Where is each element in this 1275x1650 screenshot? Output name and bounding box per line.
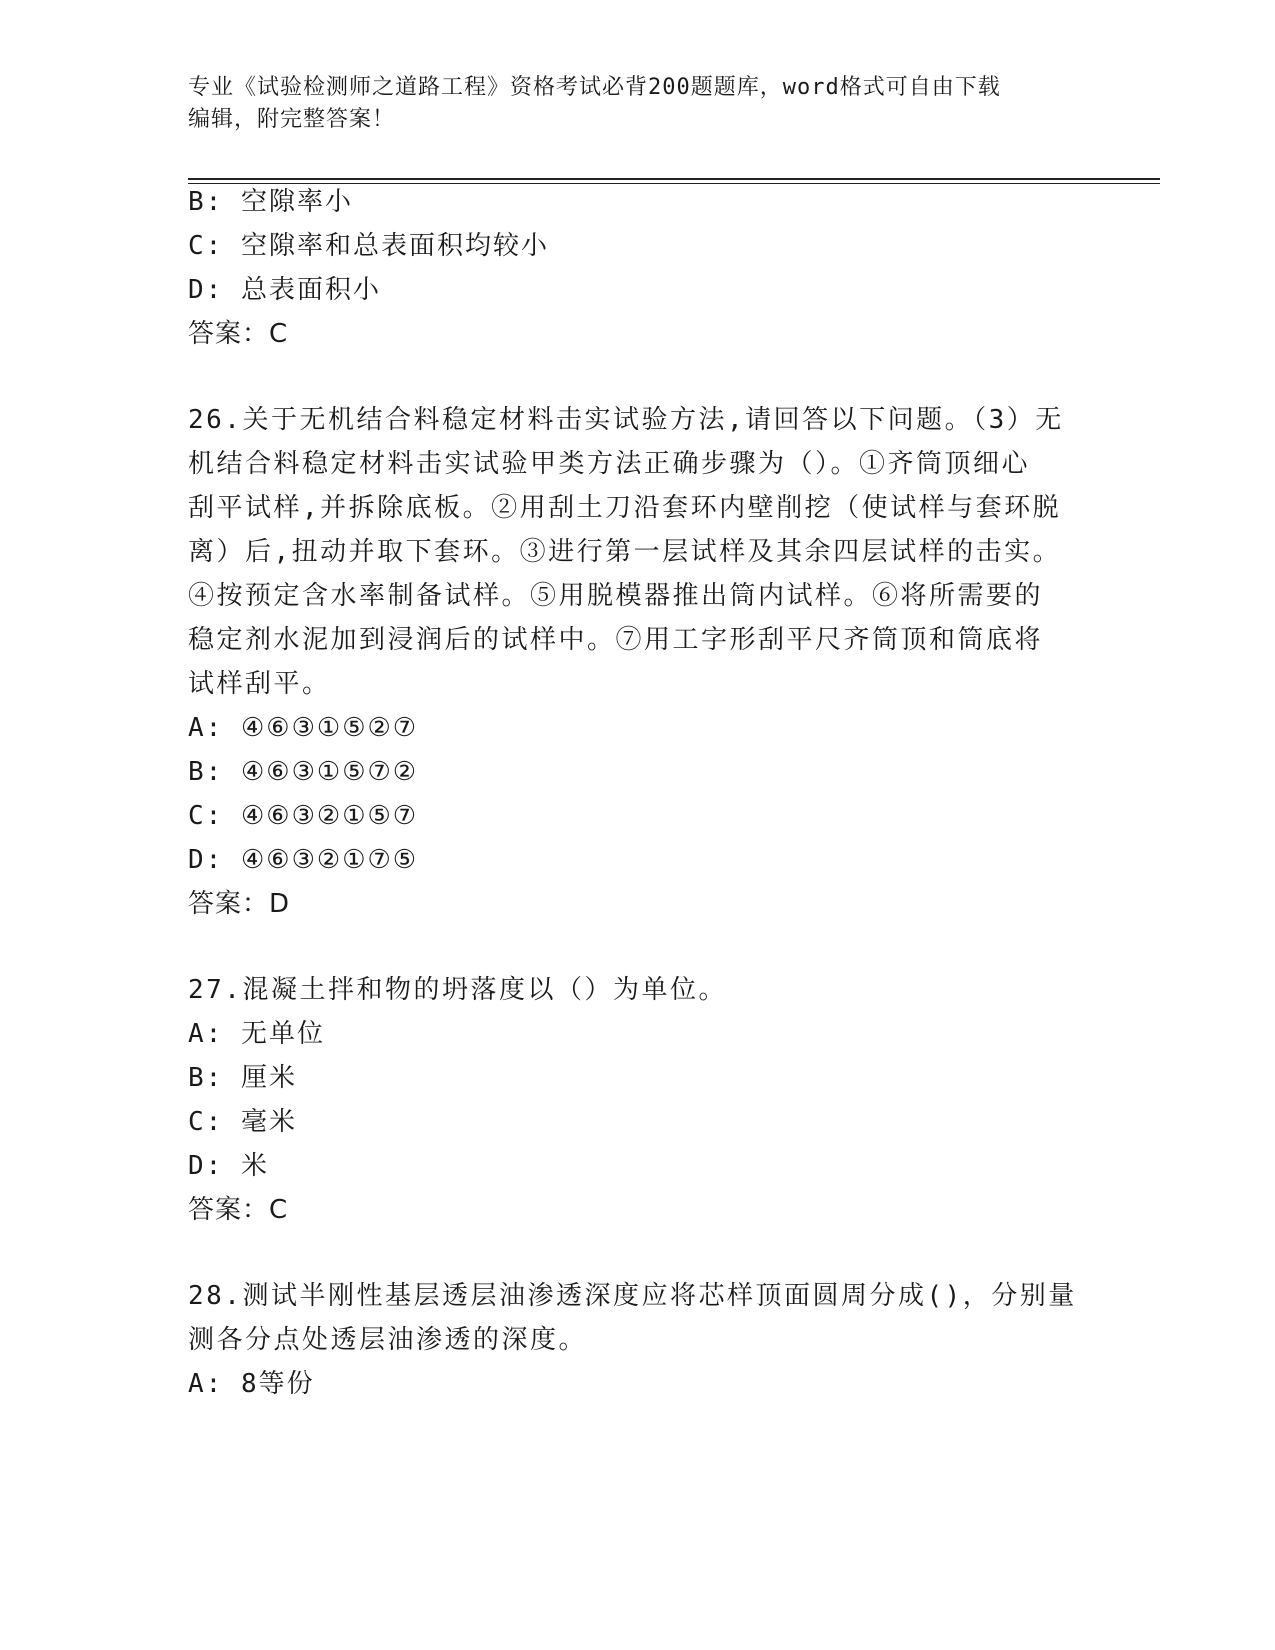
q26-text-line: ④按预定含水率制备试样。⑤用脱模器推出筒内试样。⑥将所需要的 <box>188 581 1044 611</box>
q26-option-c: C: ④⑥③②①⑤⑦ <box>188 801 419 831</box>
q26-text-line: 刮平试样,并拆除底板。②用刮土刀沿套环内壁削挖（使试样与套环脱 <box>188 493 1062 523</box>
q26-text-line: 26.关于无机结合料稳定材料击实试验方法,请回答以下问题。（3）无 <box>188 405 1064 435</box>
q27-option-d: D: 米 <box>188 1151 269 1181</box>
q26-text-line: 稳定剂水泥加到浸润后的试样中。⑦用工字形刮平尺齐筒顶和筒底将 <box>188 625 1044 655</box>
q27-option-b: B: 厘米 <box>188 1063 297 1093</box>
q27-option-c: C: 毫米 <box>188 1107 297 1137</box>
q26-answer: 答案：D <box>188 889 291 919</box>
q28-text-line: 测各分点处透层油渗透的深度。 <box>188 1325 588 1355</box>
q26-text-line: 试样刮平。 <box>188 669 331 699</box>
q26-option-d: D: ④⑥③②①⑦⑤ <box>188 845 419 875</box>
q26-text-line: 离）后,扭动并取下套环。③进行第一层试样及其余四层试样的击实。 <box>188 537 1062 567</box>
q27-question: 27.混凝土拌和物的坍落度以（）为单位。 <box>188 975 727 1005</box>
q28-option-a: A: 8等份 <box>188 1369 315 1399</box>
q25-option-d: D: 总表面积小 <box>188 275 381 305</box>
q25-option-b: B: 空隙率小 <box>188 187 353 217</box>
q26-text-line: 机结合料稳定材料击实试验甲类方法正确步骤为（）。①齐筒顶细心 <box>188 449 1031 479</box>
q27-answer: 答案：C <box>188 1195 289 1225</box>
q26-option-b: B: ④⑥③①⑤⑦② <box>188 757 419 787</box>
q28-text-line: 28.测试半刚性基层透层油渗透深度应将芯样顶面圆周分成()，分别量 <box>188 1281 1077 1311</box>
q25-answer: 答案：C <box>188 319 289 349</box>
header-title-line-1: 专业《试验检测师之道路工程》资格考试必背200题题库，word格式可自由下载 <box>188 75 1001 100</box>
q25-option-c: C: 空隙率和总表面积均较小 <box>188 231 549 261</box>
q26-option-a: A: ④⑥③①⑤②⑦ <box>188 713 419 743</box>
document-header <box>188 72 1088 136</box>
q27-option-a: A: 无单位 <box>188 1019 325 1049</box>
header-title-line-2: 编辑，附完整答案！ <box>188 107 396 132</box>
